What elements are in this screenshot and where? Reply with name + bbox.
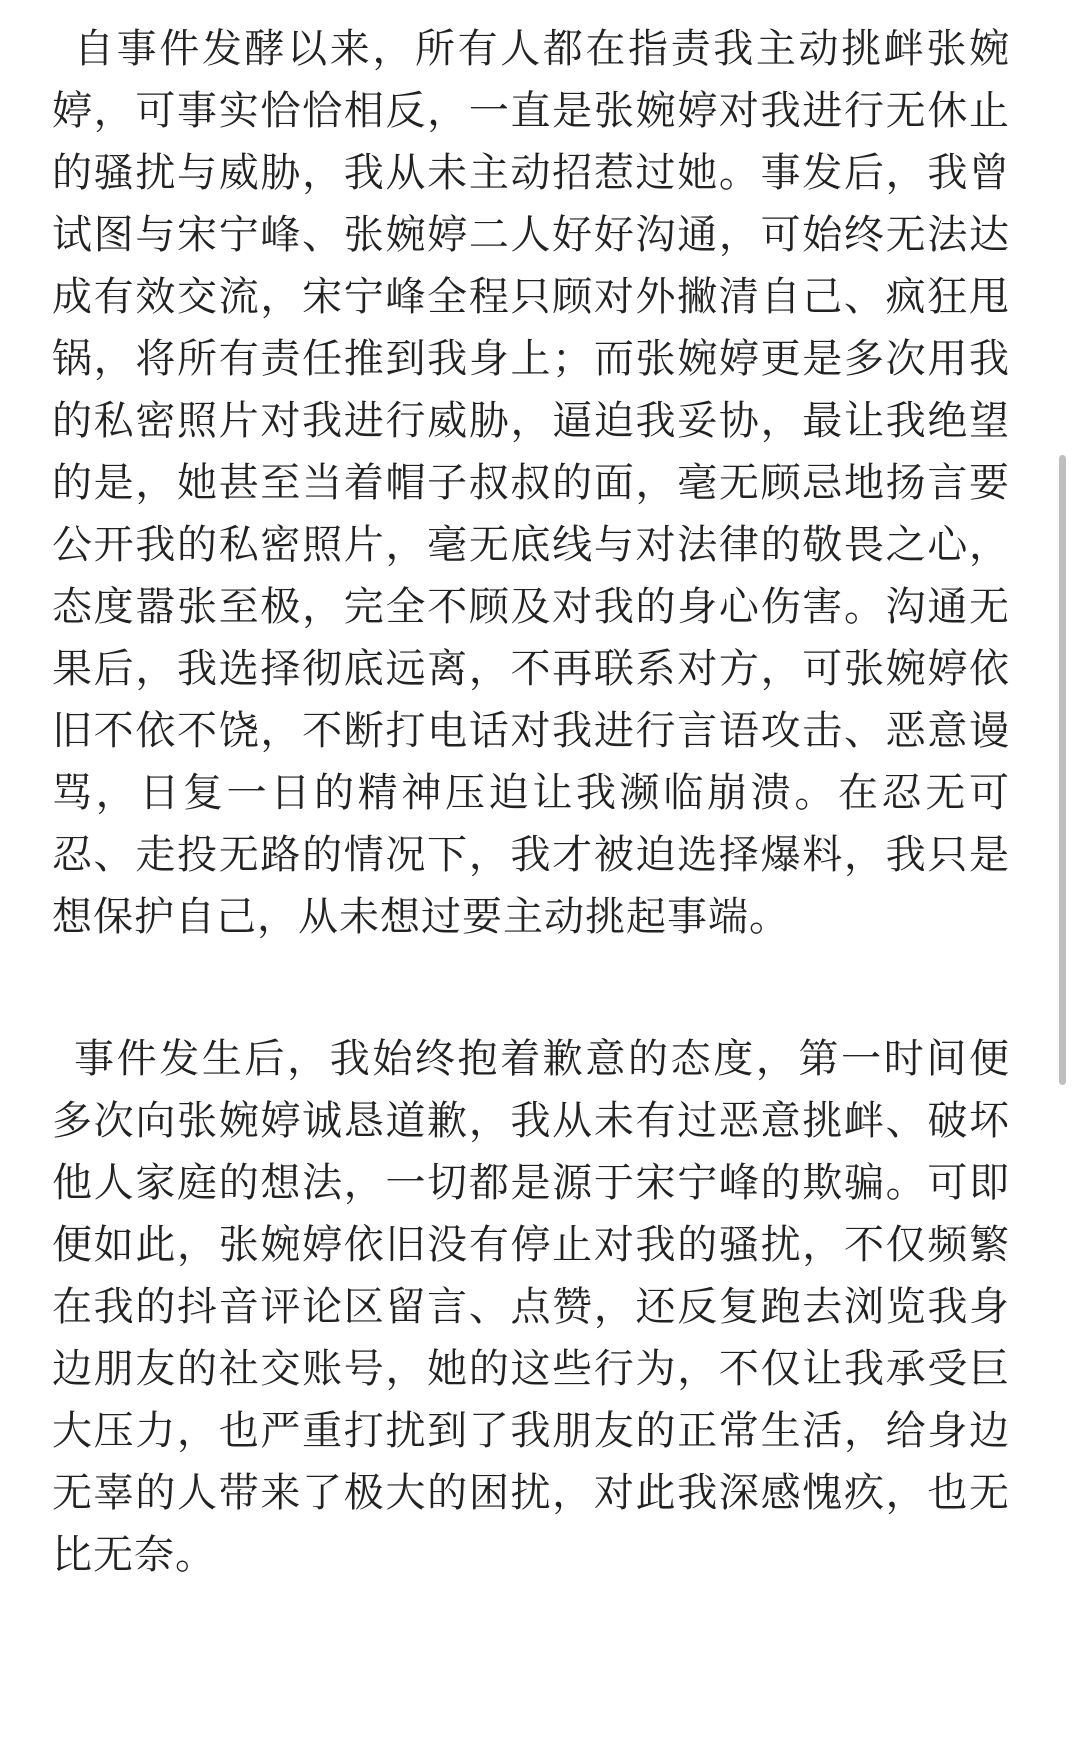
paragraph-1: 自事件发酵以来，所有人都在指责我主动挑衅张婉婷，可事实恰恰相反，一直是张婉婷对我进行无休止的骚扰与威胁，我从未主动招惹过她。事发后，我曾试图与宋宁峰、张婉婷二人好好沟通，可始终无法达成有效交流，宋宁峰全程只顾对外撇清自己、疯狂甩锅，将所有责任推到我身上；而张婉婷更是多次用我的私密照片对我进行威胁，逼迫我妥协，最让我绝望的是，她甚至当着帽子叔叔的面，毫无顾忌地扬言要公开我的私密照片，毫无底线与对法律的敬畏之心，态度嚣张至极，完全不顾及对我的身心伤害。沟通无果后，我选择彻底远离，不再联系对方，可张婉婷依旧不依不饶，不断打电话对我进行言语攻击、恶意谩骂，日复一日的精神压迫让我濒临崩溃。在忍无可忍、走投无路的情况下，我才被迫选择爆料，我只是想保护自己，从未想过要主动挑起事端。 [52, 26, 1010, 940]
vertical-scrollbar[interactable] [1059, 455, 1066, 1085]
paragraph-2: 事件发生后，我始终抱着歉意的态度，第一时间便多次向张婉婷诚恳道歉，我从未有过恶意挑衅、破坏他人家庭的想法，一切都是源于宋宁峰的欺骗。可即便如此，张婉婷依旧没有停止对我的骚扰，不仅频繁在我的抖音评论区留言、点赞，还反复跑去浏览我身边朋友的社交账号，她的这些行为，不仅让我承受巨大压力，也严重打扰到了我朋友的正常生活，给身边无辜的人带来了极大的困扰，对此我深感愧疚，也无比无奈。 [52, 1036, 1010, 1578]
